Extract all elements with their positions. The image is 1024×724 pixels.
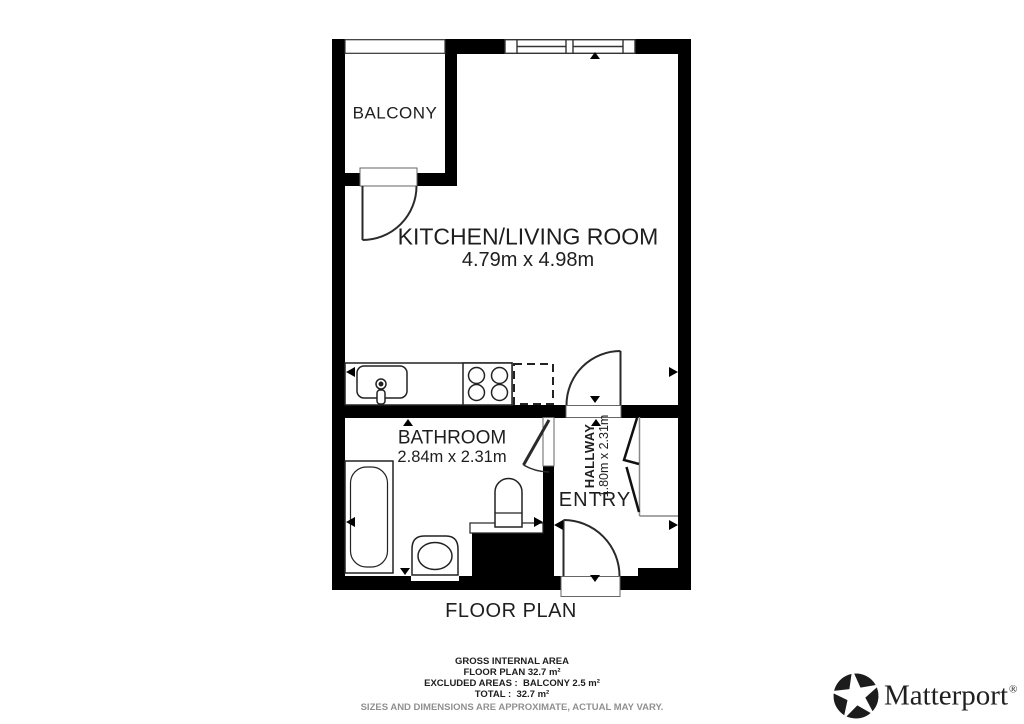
kitchen-living-room-dimensions: 4.79m x 4.98m <box>461 249 595 271</box>
balcony-railing-icon <box>345 40 445 54</box>
entry-label: ENTRY <box>558 489 632 511</box>
floor-plan-area-value: FLOOR PLAN 32.7 m² <box>463 667 561 678</box>
bathroom-label: BATHROOM <box>397 427 507 449</box>
kitchen-living-room-label: KITCHEN/LIVING ROOM <box>397 223 659 250</box>
registered-trademark-symbol: ® <box>1009 683 1018 696</box>
toilet-icon <box>411 536 459 581</box>
entry-door-icon <box>564 520 620 576</box>
bathroom-dimensions: 2.84m x 2.31m <box>397 447 507 466</box>
matterport-logo <box>884 680 1017 713</box>
excluded-areas-value: EXCLUDED AREAS : BALCONY 2.5 m² <box>424 678 600 689</box>
balcony-label: BALCONY <box>352 103 438 123</box>
bathtub-icon <box>345 461 393 573</box>
hallway-label: HALLWAY <box>581 423 597 489</box>
stove-icon <box>463 363 512 405</box>
matterport-logo-text: Matterport <box>884 679 1009 712</box>
total-area-value: TOTAL : 32.7 m² <box>474 689 550 700</box>
area-summary <box>0 656 1024 713</box>
window-icon <box>505 40 635 54</box>
floor-plan-title: FLOOR PLAN <box>445 600 577 622</box>
appliance-space-icon <box>514 364 553 404</box>
closet-icon <box>624 417 678 516</box>
hallway-dimensions: 1.80m x 2.31m <box>597 414 612 498</box>
gross-internal-area-label: GROSS INTERNAL AREA <box>454 656 569 667</box>
washbasin-icon <box>470 479 543 533</box>
disclaimer-text: SIZES AND DIMENSIONS ARE APPROXIMATE, ACTUAL MAY VARY. <box>360 702 664 713</box>
